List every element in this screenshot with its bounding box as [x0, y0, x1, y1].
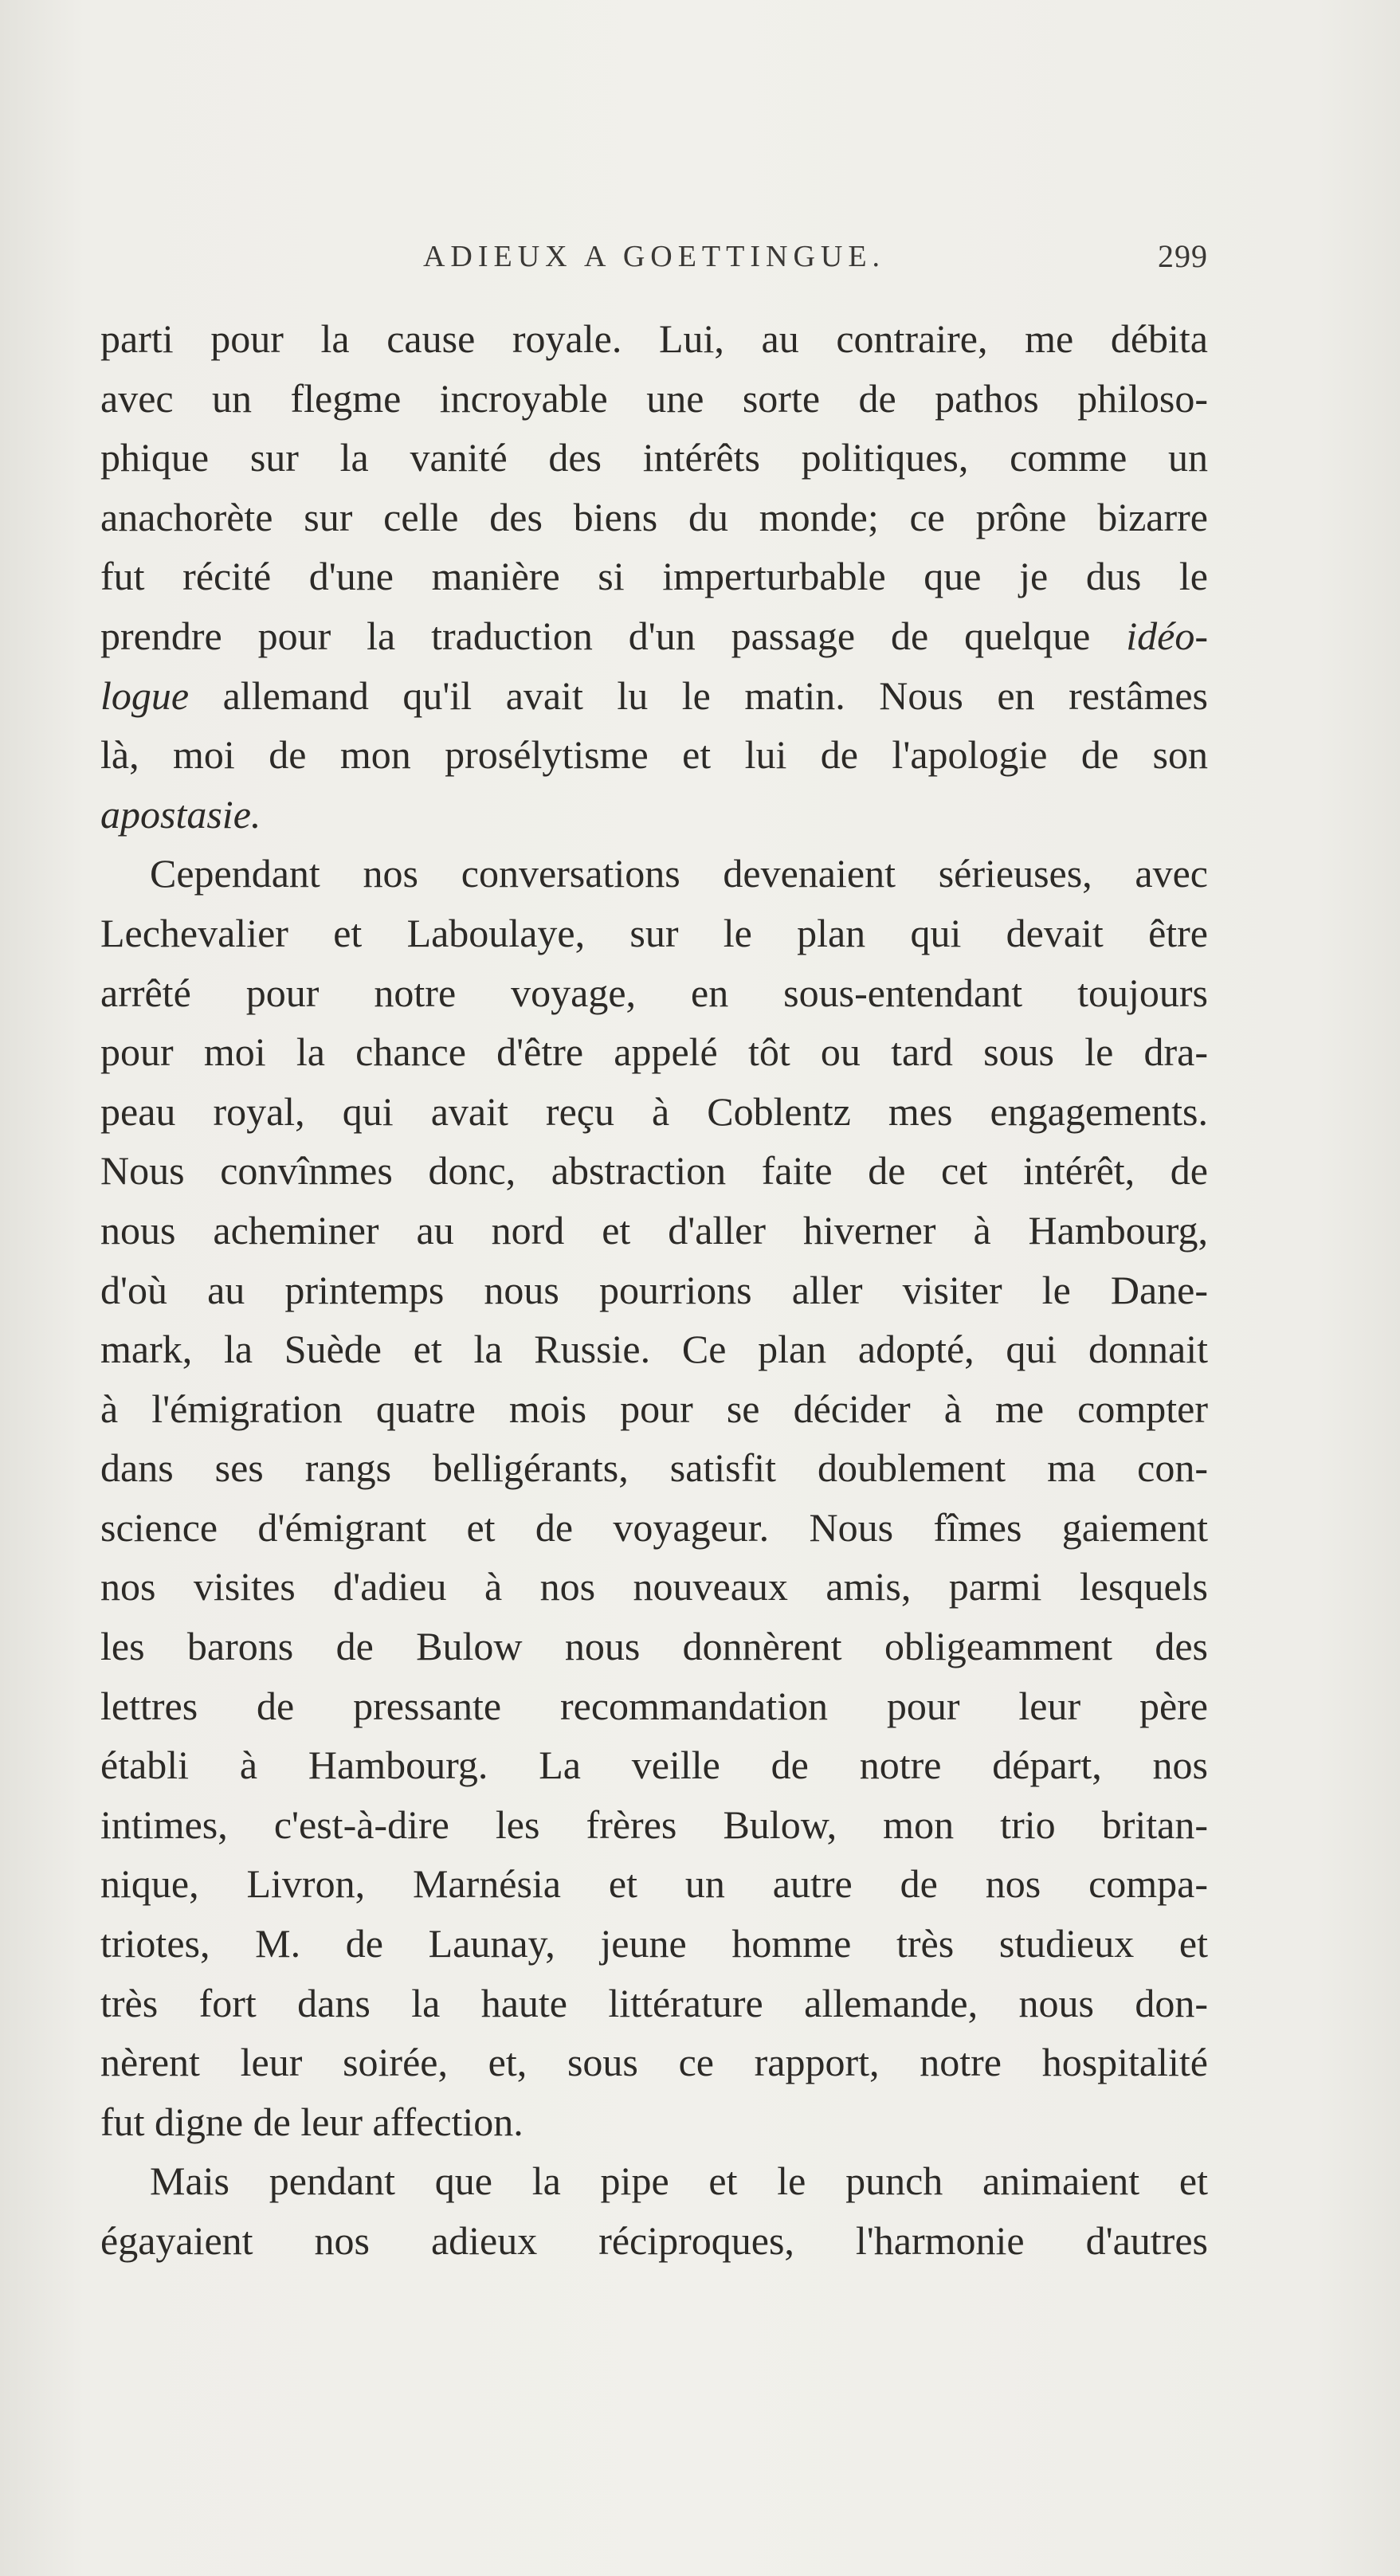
- text-line: là, moi de mon prosélytisme et lui de l'apologie de son: [100, 732, 1208, 778]
- text-segment: allemand qu'il avait lu le matin. Nous en restâmes: [189, 672, 1208, 718]
- text-line: nèrent leur soirée, et, sous ce rapport, notre hospitalité: [100, 2040, 1208, 2085]
- text-line: arrêté pour notre voyage, en sous-entendant toujours: [100, 970, 1208, 1015]
- text-line: fut récité d'une manière si imperturbable que je dus le: [100, 554, 1208, 599]
- text-line: triotes, M. de Launay, jeune homme très studieux et: [100, 1921, 1208, 1966]
- paragraph-first-line: Mais pendant que la pipe et le punch animaient et: [150, 2158, 1208, 2204]
- italic-word: logue: [100, 672, 190, 718]
- text-line: nos visites d'adieu à nos nouveaux amis, parmi lesquels: [100, 1564, 1208, 1610]
- page-number: 299: [1158, 238, 1208, 274]
- text-line: peau royal, qui avait reçu à Coblentz mes engagements.: [100, 1088, 1208, 1134]
- text-line: très fort dans la haute littérature allemande, nous don-: [100, 1980, 1208, 2025]
- italic-word: idéo-: [1126, 613, 1208, 658]
- text-line: intimes, c'est-à-dire les frères Bulow, mon trio britan-: [100, 1802, 1208, 1847]
- paragraph-first-line: Cependant nos conversations devenaient sérieuses, avec: [150, 851, 1208, 896]
- text-line: [100, 606, 1208, 666]
- text-line: dans ses rangs belligérants, satisfit doublement ma con-: [100, 1445, 1208, 1491]
- page-header: [100, 233, 1208, 280]
- text-line: à l'émigration quatre mois pour se décider à me compter: [100, 1386, 1208, 1431]
- text-line: établi à Hambourg. La veille de notre départ, nos: [100, 1743, 1208, 1788]
- text-line: fut digne de leur affection.: [100, 2099, 524, 2144]
- body-text: [100, 309, 1208, 2271]
- text-line: parti pour la cause royale. Lui, au contraire, me débita: [100, 316, 1208, 361]
- text-line: avec un flegme incroyable une sorte de pathos philoso-: [100, 375, 1208, 421]
- text-line: pour moi la chance d'être appelé tôt ou tard sous le dra-: [100, 1029, 1208, 1075]
- text-line: d'où au printemps nous pourrions aller visiter le Dane-: [100, 1267, 1208, 1312]
- text-line: égayaient nos adieux réciproques, l'harmonie d'autres: [100, 2218, 1208, 2263]
- text-line: science d'émigrant et de voyageur. Nous fîmes gaiement: [100, 1504, 1208, 1550]
- text-segment: prendre pour la traduction d'un passage de quelque: [100, 613, 1127, 658]
- text-line: Lechevalier et Laboulaye, sur le plan qui devait être: [100, 910, 1208, 955]
- text-line: les barons de Bulow nous donnèrent obligeamment des: [100, 1624, 1208, 1669]
- running-title: ADIEUX A GOETTINGUE.: [422, 240, 886, 273]
- text-line: mark, la Suède et la Russie. Ce plan adopté, qui donnait: [100, 1327, 1208, 1372]
- text-line: anachorète sur celle des biens du monde; ce prône bizarre: [100, 494, 1208, 539]
- text-line: nique, Livron, Marnésia et un autre de nos compa-: [100, 1861, 1208, 1907]
- text-line: nous acheminer au nord et d'aller hiverner à Hambourg,: [100, 1207, 1208, 1253]
- text-line: apostasie.: [100, 791, 261, 837]
- text-line: Nous convînmes donc, abstraction faite de cet intérêt, de: [100, 1148, 1208, 1194]
- text-line: phique sur la vanité des intérêts politiques, comme un: [100, 435, 1208, 480]
- text-line: [100, 666, 1208, 726]
- text-line: lettres de pressante recommandation pour leur père: [100, 1683, 1208, 1728]
